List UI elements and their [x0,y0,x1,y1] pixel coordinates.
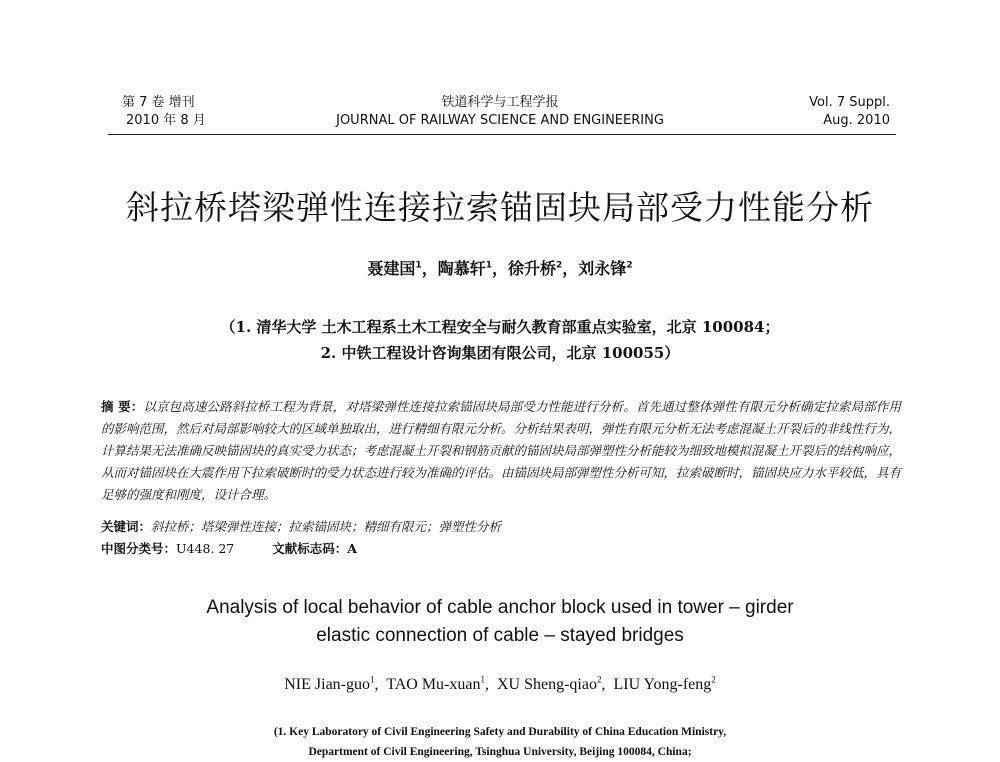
title-en-line: Analysis of local behavior of cable anchor block used in tower – girder [206,597,794,618]
header-divider [108,134,896,135]
affiliation-en-line: Department of Civil Engineering, Tsinghua University, Beijing 100084, China; [308,746,692,758]
publish-date-cn: 2010 年 8 月 [126,113,206,128]
clc-value: U448. 27 [176,541,235,556]
author-en: XU Sheng-qiao$^2$, [496,674,614,693]
keywords-cn [101,516,901,538]
keywords-text: 斜拉桥；塔梁弹性连接；拉索锚固块；精细有限元；弹塑性分析 [151,519,502,534]
author-cn: 聂建国$^1$， [367,259,438,278]
journal-name-cn: 铁道科学与工程学报 [441,95,559,110]
journal-name-en: JOURNAL OF RAILWAY SCIENCE AND ENGINEERING [336,113,664,128]
affiliation-line: （1. 清华大学 土木工程系土木工程安全与耐久教育部重点实验室，北京 100084； [220,318,780,336]
title-en-line: elastic connection of cable – stayed bridges [316,625,684,646]
author-list-cn [0,256,1000,279]
paper-title-en [0,594,1000,650]
affiliation-en-line: (1. Key Laboratory of Civil Engineering Safety and Durability of China Education Ministry, [273,726,727,738]
volume-info-en [809,94,890,130]
running-header [0,94,1000,134]
doc-code-value: A [347,541,357,556]
affiliations-en [0,722,1000,762]
paper-title-cn: 斜拉桥塔梁弹性连接拉索锚固块局部受力性能分析 [126,188,874,227]
author-list-en [0,676,1000,694]
clc-label: 中图分类号： [101,541,177,556]
publish-date-en: Aug. 2010 [823,113,890,128]
author-cn: 徐升桥$^2$， [508,259,579,278]
affiliations-cn [0,314,1000,366]
keywords-label: 关键词： [101,519,152,534]
volume-issue: 第 7 卷 增刊 [122,95,195,110]
classification-line [101,538,901,560]
abstract-cn [101,396,901,506]
abstract-label: 摘 要： [101,399,144,414]
author-en: NIE Jian-guo$^1$, [284,674,387,693]
author-cn: 刘永锋$^2$ [578,259,633,278]
author-en: TAO Mu-xuan$^1$, [386,674,497,693]
volume-issue-en: Vol. 7 Suppl. [809,95,890,110]
author-cn: 陶慕轩$^1$， [437,259,508,278]
affiliation-line: 2. 中铁工程设计咨询集团有限公司，北京 100055） [320,344,680,362]
abstract-text: 以京包高速公路斜拉桥工程为背景，对塔梁弹性连接拉索锚固块局部受力性能进行分析。首先通过整体弹性有限元分析确定拉索局部作用的影响范围，然后对局部影响较大的区域单独取出，进行精细有限元分析。分析结果表明，弹性有限元分析无法考虑混凝土开裂后的非线性行为，计算结果无法准确反映锚固块的真实受力状态；考虑混凝土开裂和钢筋贡献的锚固块局部弹塑性分析能较为细致地模拟混凝土开裂后的结构响应，从而对锚固块在大震作用下拉索破断时的受力状态进行较为准确的评估。由锚固块局部弹塑性分析可知，拉索破断时，锚固块应力水平较低，具有足够的强度和刚度，设计合理。 [101,399,902,502]
author-en: LIU Yong-feng$^2$ [613,674,716,693]
doc-code-label: 文献标志码： [272,541,348,556]
